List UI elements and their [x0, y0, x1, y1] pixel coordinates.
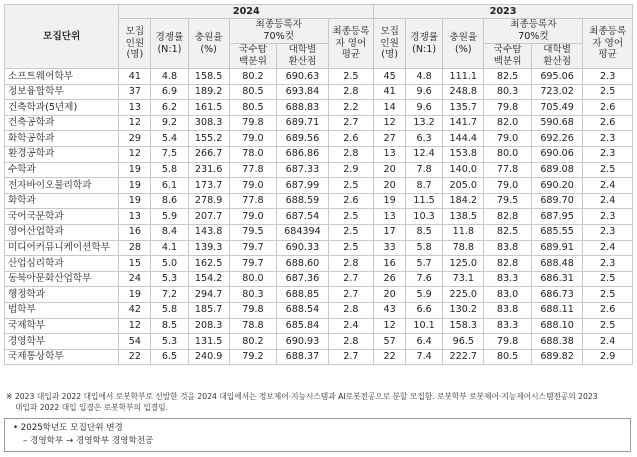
value-cell: 16 — [119, 224, 151, 240]
table-row — [5, 193, 633, 209]
value-cell: 9.6 — [406, 84, 443, 100]
value-cell: 2.4 — [583, 178, 633, 194]
value-cell: 29 — [119, 131, 151, 147]
table-row — [5, 240, 633, 256]
unit-name-cell: 영어산업학과 — [5, 224, 119, 240]
value-cell: 687.95 — [531, 209, 583, 225]
value-cell: 138.5 — [443, 209, 484, 225]
value-cell: 5.0 — [151, 256, 188, 272]
value-cell: 687.54 — [277, 209, 329, 225]
value-cell: 41 — [374, 84, 406, 100]
value-cell: 28 — [119, 240, 151, 256]
value-cell: 4.8 — [406, 69, 443, 85]
value-cell: 208.3 — [188, 318, 229, 334]
value-cell: 6.6 — [406, 302, 443, 318]
value-cell: 78.8 — [229, 318, 276, 334]
value-cell: 43 — [374, 302, 406, 318]
value-cell: 83.3 — [484, 271, 531, 287]
cut70-header-2024: 최종등록자 70%컷 — [229, 19, 328, 44]
value-cell: 16 — [374, 256, 406, 272]
value-cell: 685.84 — [277, 318, 329, 334]
cut70-csat-header-2024: 국수탐 백분위 — [229, 44, 276, 69]
value-cell: 14 — [374, 100, 406, 116]
cut70-gpa-header-2024: 대학별 환산점 — [277, 44, 329, 69]
value-cell: 22 — [374, 349, 406, 365]
table-row — [5, 256, 633, 272]
fill-rate-header-2023: 충원율 (%) — [443, 19, 484, 69]
unit-name-cell: 행정학과 — [5, 287, 119, 303]
value-cell: 6.4 — [406, 334, 443, 350]
value-cell: 278.9 — [188, 193, 229, 209]
value-cell: 294.7 — [188, 287, 229, 303]
footnote-line-1: ※ 2023 대입과 2022 대입에서 로봇학부로 선발한 것을 2024 대입에서는 정보제어·지능시스템과 AI로봇전공으로 분할 모집함. 로봇학부 로봇제어·지능제어시스템전공의 2023 — [6, 392, 598, 401]
unit-name-cell: 법학부 — [5, 302, 119, 318]
value-cell: 54 — [119, 334, 151, 350]
value-cell: 687.33 — [277, 162, 329, 178]
value-cell: 79.0 — [229, 178, 276, 194]
value-cell: 79.0 — [229, 131, 276, 147]
value-cell: 20 — [374, 287, 406, 303]
value-cell: 2.6 — [583, 302, 633, 318]
value-cell: 139.3 — [188, 240, 229, 256]
value-cell: 2.2 — [328, 100, 373, 116]
value-cell: 2.6 — [583, 100, 633, 116]
value-cell: 688.83 — [277, 100, 329, 116]
value-cell: 24 — [119, 271, 151, 287]
value-cell: 686.31 — [531, 271, 583, 287]
value-cell: 83.3 — [484, 318, 531, 334]
value-cell: 19 — [119, 162, 151, 178]
unit-name-cell: 경영학부 — [5, 334, 119, 350]
year-2023-header: 2023 — [374, 5, 633, 19]
value-cell: 135.7 — [443, 100, 484, 116]
unit-name-cell: 정보융합학부 — [5, 84, 119, 100]
value-cell: 723.02 — [531, 84, 583, 100]
value-cell: 140.0 — [443, 162, 484, 178]
value-cell: 12 — [374, 318, 406, 334]
value-cell: 2.7 — [328, 271, 373, 287]
table-row — [5, 302, 633, 318]
unit-name-cell: 전자바이오물리학과 — [5, 178, 119, 194]
table-row — [5, 100, 633, 116]
unit-name-cell: 화학과 — [5, 193, 119, 209]
value-cell: 15 — [119, 256, 151, 272]
value-cell: 2.5 — [583, 162, 633, 178]
value-cell: 2.9 — [583, 349, 633, 365]
value-cell: 22 — [119, 349, 151, 365]
value-cell: 131.5 — [188, 334, 229, 350]
value-cell: 158.3 — [443, 318, 484, 334]
value-cell: 82.0 — [484, 115, 531, 131]
value-cell: 80.2 — [229, 69, 276, 85]
value-cell: 173.7 — [188, 178, 229, 194]
value-cell: 689.08 — [531, 162, 583, 178]
value-cell: 20 — [374, 162, 406, 178]
value-cell: 10.1 — [406, 318, 443, 334]
unit-change-box — [4, 418, 631, 452]
value-cell: 688.10 — [531, 318, 583, 334]
unit-change-item: – 경영학부 → 경영학부 경영학전공 — [23, 436, 154, 446]
value-cell: 19 — [119, 287, 151, 303]
value-cell: 5.9 — [406, 287, 443, 303]
value-cell: 96.5 — [443, 334, 484, 350]
value-cell: 207.7 — [188, 209, 229, 225]
value-cell: 83.8 — [484, 240, 531, 256]
value-cell: 205.0 — [443, 178, 484, 194]
competition-header-2024: 경쟁률 (N:1) — [151, 19, 188, 69]
value-cell: 685.55 — [531, 224, 583, 240]
value-cell: 688.11 — [531, 302, 583, 318]
value-cell: 308.3 — [188, 115, 229, 131]
value-cell: 19 — [374, 193, 406, 209]
value-cell: 222.7 — [443, 349, 484, 365]
footnote-line-2: 대입과 2022 대입 입결은 로봇학부의 입결임. — [15, 403, 169, 412]
unit-name-cell: 소프트웨어학부 — [5, 69, 119, 85]
value-cell: 248.8 — [443, 84, 484, 100]
value-cell: 2.8 — [328, 256, 373, 272]
value-cell: 41 — [119, 69, 151, 85]
value-cell: 79.5 — [229, 224, 276, 240]
value-cell: 79.8 — [484, 100, 531, 116]
value-cell: 78.8 — [443, 240, 484, 256]
value-cell: 12 — [119, 318, 151, 334]
value-cell: 689.71 — [277, 115, 329, 131]
value-cell: 5.4 — [151, 131, 188, 147]
value-cell: 155.2 — [188, 131, 229, 147]
value-cell: 5.8 — [406, 240, 443, 256]
value-cell: 12 — [119, 115, 151, 131]
value-cell: 4.1 — [151, 240, 188, 256]
value-cell: 695.06 — [531, 69, 583, 85]
value-cell: 2.7 — [328, 287, 373, 303]
unit-change-title: • 2025학년도 모집단위 변경 — [13, 423, 123, 433]
value-cell: 80.3 — [229, 287, 276, 303]
value-cell: 2.8 — [328, 146, 373, 162]
table-row — [5, 115, 633, 131]
value-cell: 8.5 — [151, 318, 188, 334]
value-cell: 686.86 — [277, 146, 329, 162]
unit-name-cell: 미디어커뮤니케이션학부 — [5, 240, 119, 256]
value-cell: 9.2 — [151, 115, 188, 131]
table-row — [5, 349, 633, 365]
value-cell: 45 — [374, 69, 406, 85]
value-cell: 141.7 — [443, 115, 484, 131]
unit-name-cell: 국제통상학부 — [5, 349, 119, 365]
value-cell: 83.8 — [484, 302, 531, 318]
value-cell: 77.8 — [229, 193, 276, 209]
value-cell: 231.6 — [188, 162, 229, 178]
table-row — [5, 209, 633, 225]
value-cell: 78.0 — [229, 146, 276, 162]
value-cell: 12 — [119, 146, 151, 162]
value-cell: 80.3 — [484, 84, 531, 100]
value-cell: 189.2 — [188, 84, 229, 100]
value-cell: 79.7 — [229, 240, 276, 256]
value-cell: 4.8 — [151, 69, 188, 85]
cut70-csat-header-2023: 국수탐 백분위 — [484, 44, 531, 69]
value-cell: 111.1 — [443, 69, 484, 85]
value-cell: 154.2 — [188, 271, 229, 287]
value-cell: 686.73 — [531, 287, 583, 303]
value-cell: 2.3 — [583, 131, 633, 147]
value-cell: 13 — [119, 100, 151, 116]
cut70-gpa-header-2023: 대학별 환산점 — [531, 44, 583, 69]
value-cell: 266.7 — [188, 146, 229, 162]
value-cell: 2.3 — [583, 256, 633, 272]
value-cell: 79.8 — [229, 115, 276, 131]
value-cell: 8.6 — [151, 193, 188, 209]
unit-name-cell: 수학과 — [5, 162, 119, 178]
value-cell: 684394 — [277, 224, 329, 240]
value-cell: 185.7 — [188, 302, 229, 318]
value-cell: 6.2 — [151, 100, 188, 116]
value-cell: 2.7 — [328, 115, 373, 131]
value-cell: 27 — [374, 131, 406, 147]
value-cell: 690.93 — [277, 334, 329, 350]
value-cell: 79.0 — [229, 209, 276, 225]
value-cell: 689.82 — [531, 349, 583, 365]
value-cell: 13 — [119, 209, 151, 225]
value-cell: 5.8 — [151, 302, 188, 318]
unit-name-cell: 건축학과(5년제) — [5, 100, 119, 116]
value-cell: 240.9 — [188, 349, 229, 365]
value-cell: 8.4 — [151, 224, 188, 240]
value-cell: 5.3 — [151, 271, 188, 287]
value-cell: 690.33 — [277, 240, 329, 256]
value-cell: 11.5 — [406, 193, 443, 209]
value-cell: 2.3 — [583, 69, 633, 85]
value-cell: 2.4 — [583, 193, 633, 209]
english-header-2023: 최종등록 자 영어 평균 — [583, 19, 633, 69]
value-cell: 8.5 — [406, 224, 443, 240]
value-cell: 6.9 — [151, 84, 188, 100]
value-cell: 2.6 — [328, 193, 373, 209]
value-cell: 590.68 — [531, 115, 583, 131]
value-cell: 2.3 — [583, 209, 633, 225]
value-cell: 2.4 — [583, 334, 633, 350]
value-cell: 80.0 — [484, 146, 531, 162]
unit-name-cell: 국제학부 — [5, 318, 119, 334]
value-cell: 2.9 — [328, 162, 373, 178]
value-cell: 5.3 — [151, 334, 188, 350]
footnote — [6, 391, 632, 413]
value-cell: 80.0 — [229, 271, 276, 287]
value-cell: 2.5 — [328, 209, 373, 225]
value-cell: 20 — [374, 178, 406, 194]
value-cell: 688.37 — [277, 349, 329, 365]
value-cell: 82.8 — [484, 209, 531, 225]
value-cell: 2.4 — [328, 318, 373, 334]
value-cell: 158.5 — [188, 69, 229, 85]
value-cell: 5.8 — [151, 162, 188, 178]
unit-header: 모집단위 — [5, 5, 119, 69]
value-cell: 6.1 — [151, 178, 188, 194]
english-header-2024: 최종등록 자 영어 평균 — [328, 19, 373, 69]
value-cell: 6.5 — [151, 349, 188, 365]
value-cell: 77.8 — [484, 162, 531, 178]
unit-name-cell: 건축공학과 — [5, 115, 119, 131]
value-cell: 7.6 — [406, 271, 443, 287]
value-cell: 2.3 — [583, 224, 633, 240]
value-cell: 2.8 — [328, 84, 373, 100]
table-row — [5, 131, 633, 147]
value-cell: 80.5 — [484, 349, 531, 365]
value-cell: 13 — [374, 209, 406, 225]
value-cell: 19 — [119, 193, 151, 209]
value-cell: 12.4 — [406, 146, 443, 162]
value-cell: 2.4 — [583, 240, 633, 256]
value-cell: 13.2 — [406, 115, 443, 131]
value-cell: 689.70 — [531, 193, 583, 209]
value-cell: 83.0 — [484, 287, 531, 303]
value-cell: 7.4 — [406, 349, 443, 365]
value-cell: 690.20 — [531, 178, 583, 194]
value-cell: 144.4 — [443, 131, 484, 147]
value-cell: 162.5 — [188, 256, 229, 272]
table-row — [5, 178, 633, 194]
value-cell: 153.8 — [443, 146, 484, 162]
value-cell: 19 — [119, 178, 151, 194]
value-cell: 688.85 — [277, 287, 329, 303]
unit-name-cell: 동북아문화산업학부 — [5, 271, 119, 287]
value-cell: 692.26 — [531, 131, 583, 147]
value-cell: 10.3 — [406, 209, 443, 225]
table-row — [5, 271, 633, 287]
year-2024-header: 2024 — [119, 5, 374, 19]
value-cell: 184.2 — [443, 193, 484, 209]
value-cell: 79.2 — [229, 349, 276, 365]
value-cell: 2.7 — [328, 349, 373, 365]
value-cell: 125.0 — [443, 256, 484, 272]
value-cell: 7.8 — [406, 162, 443, 178]
value-cell: 12 — [374, 115, 406, 131]
value-cell: 161.5 — [188, 100, 229, 116]
value-cell: 13 — [374, 146, 406, 162]
seats-header-2024: 모집 인원 (명) — [119, 19, 151, 69]
value-cell: 2.5 — [328, 224, 373, 240]
competition-header-2023: 경쟁률 (N:1) — [406, 19, 443, 69]
unit-name-cell: 환경공학과 — [5, 146, 119, 162]
value-cell: 689.91 — [531, 240, 583, 256]
unit-name-cell: 산업심리학과 — [5, 256, 119, 272]
value-cell: 688.38 — [531, 334, 583, 350]
value-cell: 17 — [374, 224, 406, 240]
value-cell: 693.84 — [277, 84, 329, 100]
value-cell: 80.5 — [229, 84, 276, 100]
value-cell: 705.49 — [531, 100, 583, 116]
table-row — [5, 318, 633, 334]
value-cell: 2.5 — [583, 271, 633, 287]
value-cell: 9.6 — [406, 100, 443, 116]
value-cell: 687.36 — [277, 271, 329, 287]
value-cell: 687.99 — [277, 178, 329, 194]
table-row — [5, 287, 633, 303]
value-cell: 37 — [119, 84, 151, 100]
value-cell: 2.5 — [328, 178, 373, 194]
value-cell: 7.5 — [151, 146, 188, 162]
value-cell: 8.7 — [406, 178, 443, 194]
value-cell: 79.0 — [484, 131, 531, 147]
value-cell: 688.60 — [277, 256, 329, 272]
value-cell: 2.8 — [328, 302, 373, 318]
table-row — [5, 224, 633, 240]
table-row — [5, 146, 633, 162]
cut70-header-2023: 최종등록자 70%컷 — [484, 19, 583, 44]
value-cell: 77.8 — [229, 162, 276, 178]
value-cell: 2.5 — [583, 84, 633, 100]
value-cell: 11.8 — [443, 224, 484, 240]
value-cell: 688.59 — [277, 193, 329, 209]
value-cell: 2.5 — [328, 240, 373, 256]
value-cell: 6.3 — [406, 131, 443, 147]
value-cell: 82.5 — [484, 224, 531, 240]
value-cell: 225.0 — [443, 287, 484, 303]
value-cell: 26 — [374, 271, 406, 287]
admission-results-table — [4, 4, 633, 365]
table-row — [5, 69, 633, 85]
value-cell: 79.8 — [229, 302, 276, 318]
value-cell: 5.9 — [151, 209, 188, 225]
value-cell: 2.8 — [328, 334, 373, 350]
value-cell: 82.8 — [484, 256, 531, 272]
value-cell: 80.2 — [229, 334, 276, 350]
value-cell: 73.1 — [443, 271, 484, 287]
value-cell: 79.8 — [484, 334, 531, 350]
value-cell: 80.5 — [229, 100, 276, 116]
seats-header-2023: 모집 인원 (명) — [374, 19, 406, 69]
value-cell: 688.48 — [531, 256, 583, 272]
results-table-body — [5, 69, 633, 365]
value-cell: 7.2 — [151, 287, 188, 303]
table-row — [5, 84, 633, 100]
value-cell: 42 — [119, 302, 151, 318]
value-cell: 130.2 — [443, 302, 484, 318]
value-cell: 5.7 — [406, 256, 443, 272]
value-cell: 82.5 — [484, 69, 531, 85]
value-cell: 79.5 — [484, 193, 531, 209]
value-cell: 2.3 — [583, 146, 633, 162]
value-cell: 33 — [374, 240, 406, 256]
value-cell: 79.7 — [229, 256, 276, 272]
value-cell: 2.5 — [583, 287, 633, 303]
value-cell: 689.56 — [277, 131, 329, 147]
value-cell: 2.6 — [583, 115, 633, 131]
value-cell: 688.54 — [277, 302, 329, 318]
value-cell: 2.5 — [583, 318, 633, 334]
value-cell: 2.5 — [328, 69, 373, 85]
value-cell: 690.06 — [531, 146, 583, 162]
value-cell: 690.63 — [277, 69, 329, 85]
table-row — [5, 334, 633, 350]
fill-rate-header-2024: 충원율 (%) — [188, 19, 229, 69]
value-cell: 2.6 — [328, 131, 373, 147]
value-cell: 143.8 — [188, 224, 229, 240]
unit-name-cell: 화학공학과 — [5, 131, 119, 147]
table-row — [5, 162, 633, 178]
value-cell: 79.0 — [484, 178, 531, 194]
value-cell: 57 — [374, 334, 406, 350]
unit-name-cell: 국어국문학과 — [5, 209, 119, 225]
